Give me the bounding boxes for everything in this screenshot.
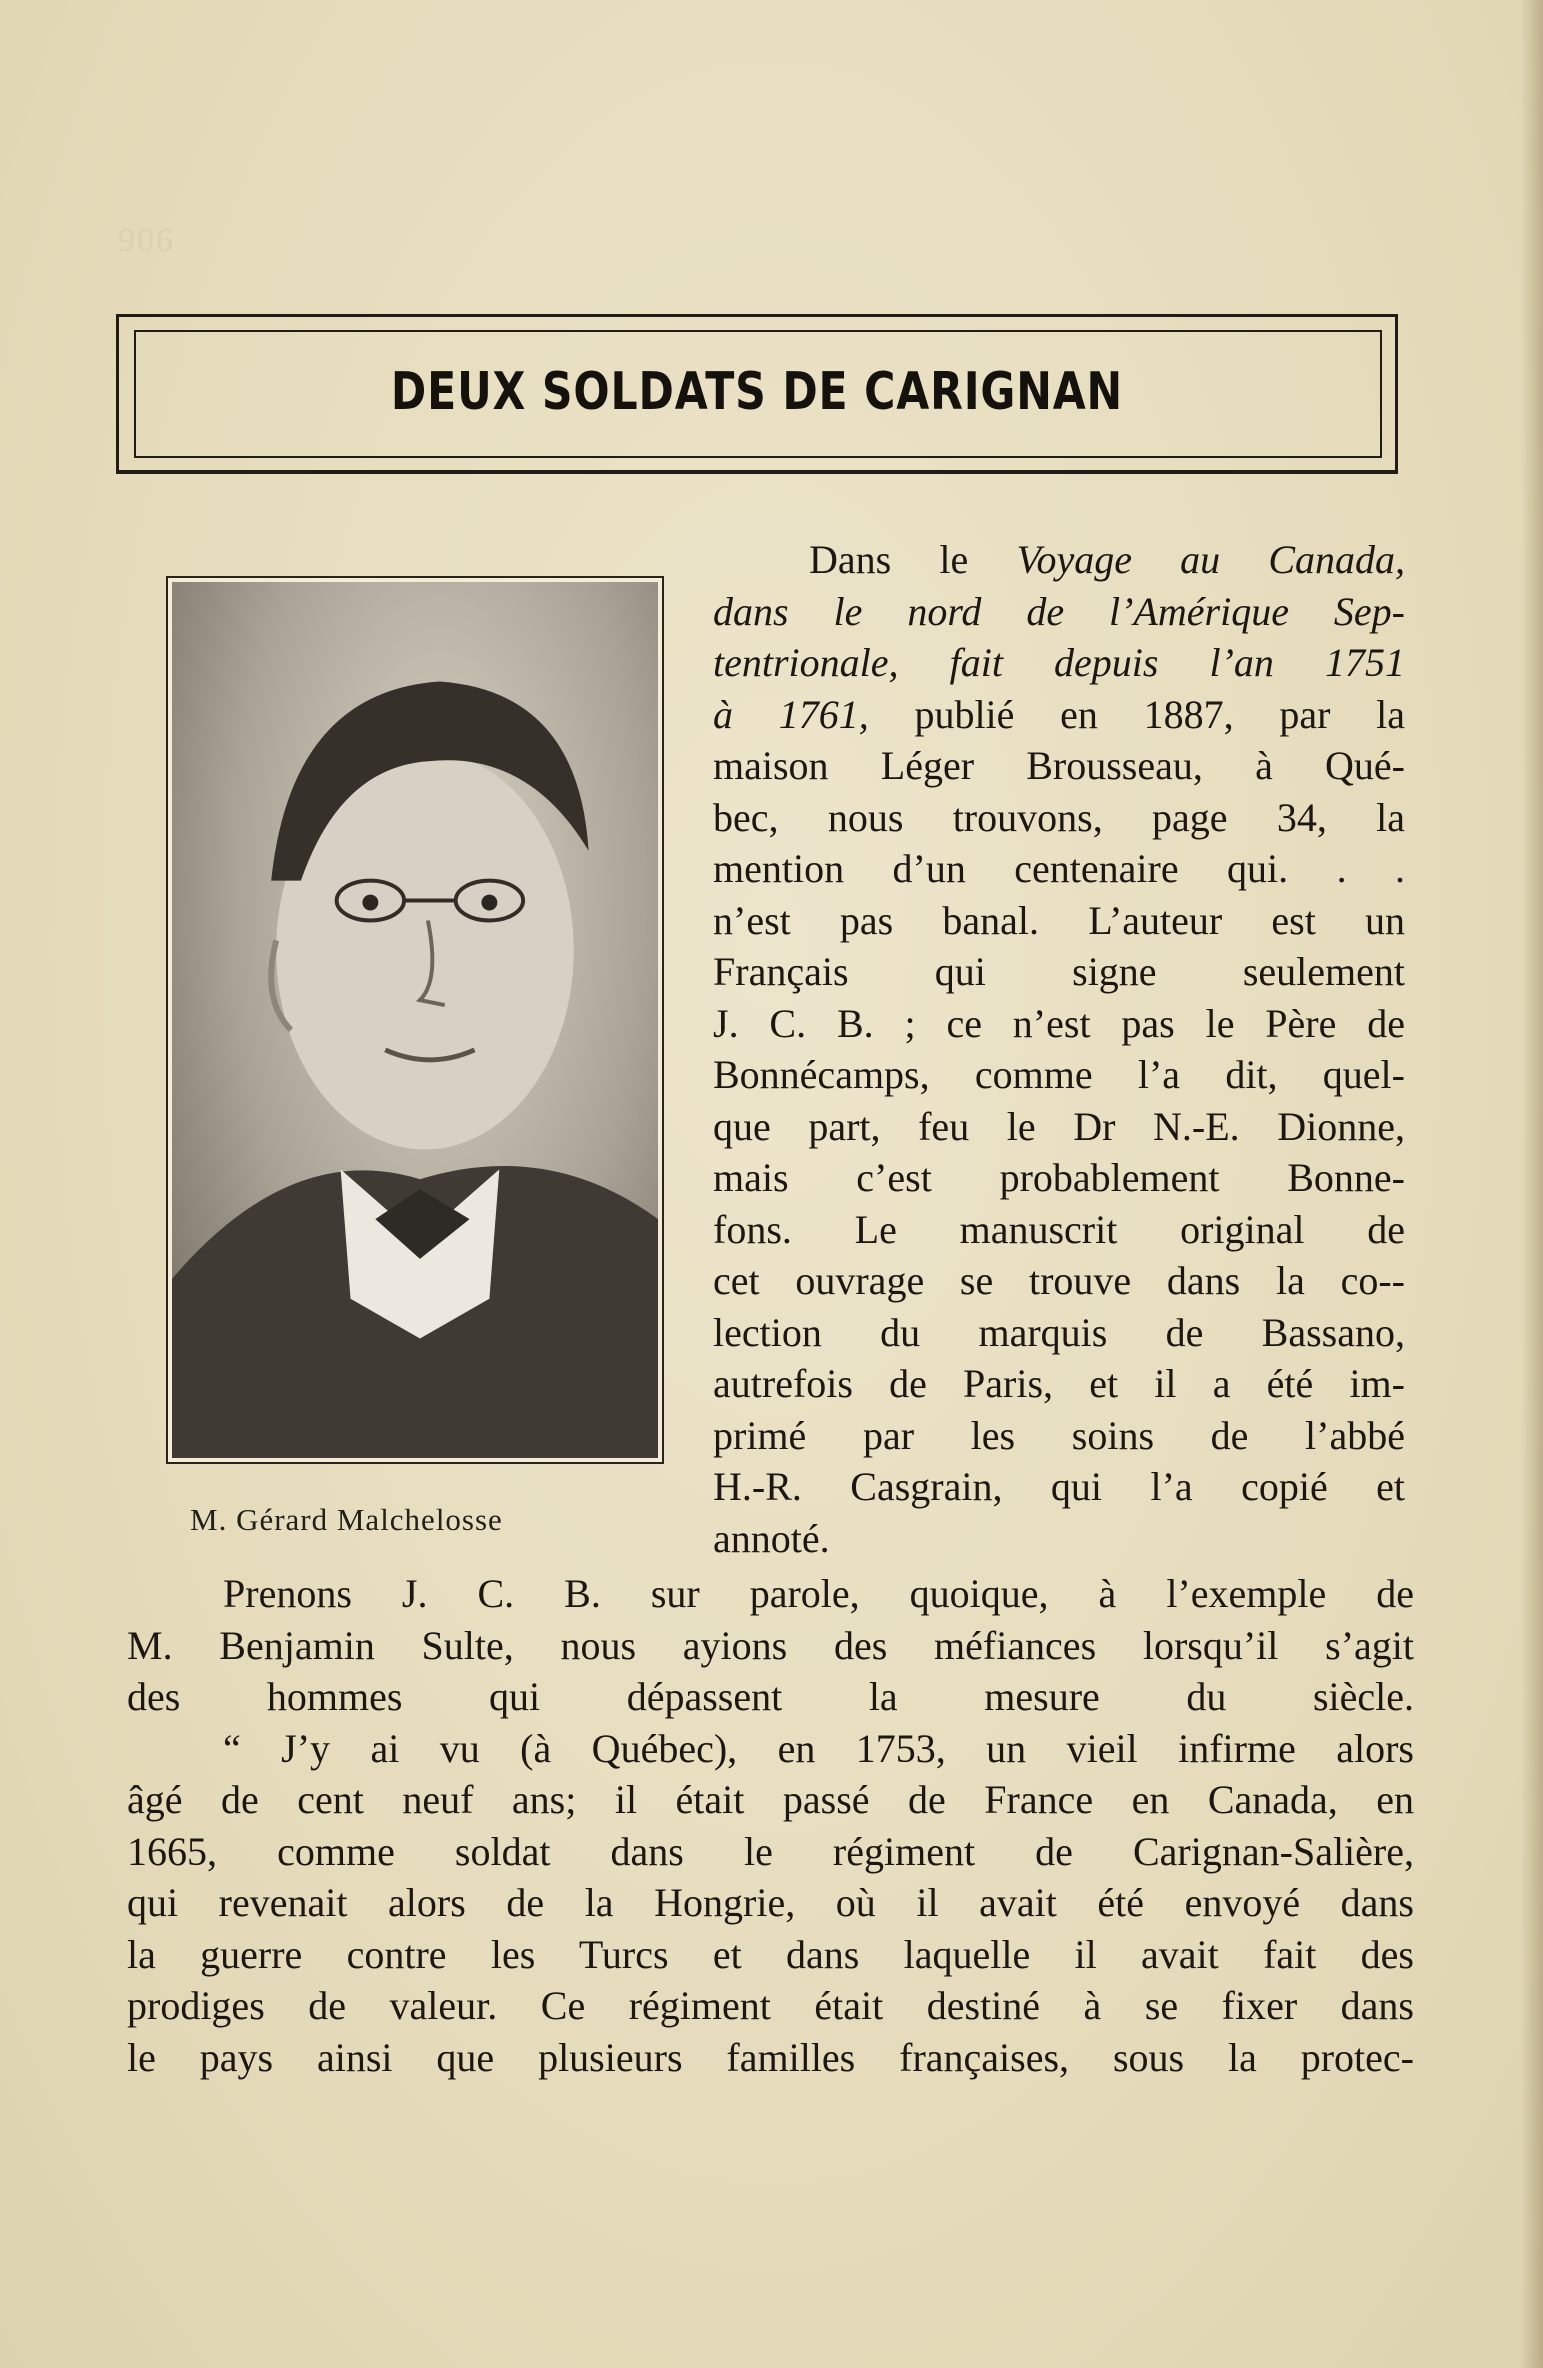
- title-box: [116, 314, 1398, 474]
- text: primé par les soins de l’abbé: [713, 1412, 1405, 1458]
- text: Dans le: [809, 537, 1017, 582]
- text: H.-R. Casgrain, qui l’a copié et: [713, 1464, 1405, 1509]
- text-line: [713, 1410, 1405, 1462]
- text-line: [713, 740, 1405, 792]
- text-line: [713, 1461, 1405, 1513]
- text-line: [713, 534, 1405, 586]
- text-line: [713, 1307, 1405, 1359]
- text-line: [713, 1255, 1405, 1307]
- article-body: [127, 1568, 1414, 2083]
- text-line: [127, 1568, 1414, 1620]
- portrait-frame: [166, 576, 664, 1464]
- text: 1665, comme soldat dans le régiment de Carignan-Salière,: [127, 1828, 1414, 1874]
- text: des hommes qui dépassent la mesure du siècle.: [127, 1674, 1414, 1719]
- text-line: [127, 1826, 1414, 1878]
- text-line: [127, 1671, 1414, 1723]
- text: n’est pas banal. L’auteur est un: [713, 897, 1405, 943]
- text-line: [713, 689, 1405, 741]
- text-line: [127, 1723, 1414, 1775]
- text-line: [713, 586, 1405, 638]
- text: M. Benjamin Sulte, nous ayions des méfiances lorsqu’il s’agit: [127, 1622, 1414, 1668]
- text-line: [127, 1877, 1414, 1929]
- text: maison Léger Brousseau, à Qué-: [713, 743, 1405, 788]
- ghost-page-number: 906: [118, 222, 175, 259]
- text: cet ouvrage se trouve dans la co--: [713, 1258, 1405, 1303]
- text: Bonnécamps, comme l’a dit, quel-: [713, 1052, 1405, 1097]
- text-line: [713, 1152, 1405, 1204]
- text: mais c’est probablement Bonne-: [713, 1155, 1405, 1200]
- text: “ J’y ai vu (à Québec), en 1753, un vieil infirme alors: [223, 1725, 1414, 1771]
- text-line: [713, 637, 1405, 689]
- page-edge-shadow: [1521, 0, 1543, 2368]
- text: mention d’un centenaire qui. . .: [713, 846, 1405, 891]
- portrait-photo: [172, 582, 658, 1458]
- text: Prenons J. C. B. sur parole, quoique, à l’exemple de: [223, 1571, 1414, 1616]
- text-line: [713, 895, 1405, 947]
- text-line: [713, 1049, 1405, 1101]
- text: qui revenait alors de la Hongrie, où il avait été envoyé dans: [127, 1880, 1414, 1925]
- text: fons. Le manuscrit original de: [713, 1206, 1405, 1252]
- text: prodiges de valeur. Ce régiment était destiné à se fixer dans: [127, 1983, 1414, 2028]
- text: que part, feu le Dr N.-E. Dionne,: [713, 1103, 1405, 1149]
- text-line: [713, 1358, 1405, 1410]
- text-line: [127, 1774, 1414, 1826]
- text: le pays ainsi que plusieurs familles françaises, sous la protec-: [127, 2034, 1414, 2080]
- article-column: [713, 534, 1405, 1564]
- text: la guerre contre les Turcs et dans laquelle il avait fait des: [127, 1931, 1414, 1977]
- text-line: [127, 2032, 1414, 2084]
- text-line: [127, 1620, 1414, 1672]
- text: bec, nous trouvons, page 34, la: [713, 794, 1405, 840]
- italic-text: à 1761,: [713, 691, 869, 737]
- text-line: [713, 1101, 1405, 1153]
- text-line: [713, 1513, 1405, 1565]
- text-line: [127, 1929, 1414, 1981]
- page-title: DEUX SOLDATS DE CARIGNAN: [390, 362, 1124, 422]
- text-line: [127, 1980, 1414, 2032]
- portrait-caption: M. Gérard Malchelosse: [190, 1502, 503, 1537]
- text: J. C. B. ; ce n’est pas le Père de: [713, 1000, 1405, 1046]
- text: âgé de cent neuf ans; il était passé de France en Canada, en: [127, 1777, 1414, 1822]
- text-line: [713, 792, 1405, 844]
- text: Français qui signe seulement: [713, 949, 1405, 994]
- text: autrefois de Paris, et il a été im-: [713, 1361, 1405, 1406]
- text: annoté.: [713, 1515, 830, 1561]
- italic-text: Voyage au Canada,: [1016, 537, 1406, 582]
- text: lection du marquis de Bassano,: [713, 1309, 1405, 1355]
- italic-text: dans le nord de l’Amérique Sep-: [713, 588, 1405, 634]
- italic-text: tentrionale, fait depuis l’an 1751: [713, 640, 1405, 685]
- text-line: [713, 946, 1405, 998]
- text-line: [713, 843, 1405, 895]
- text-line: [713, 1204, 1405, 1256]
- text: publié en 1887, par la: [868, 691, 1405, 737]
- text-line: [713, 998, 1405, 1050]
